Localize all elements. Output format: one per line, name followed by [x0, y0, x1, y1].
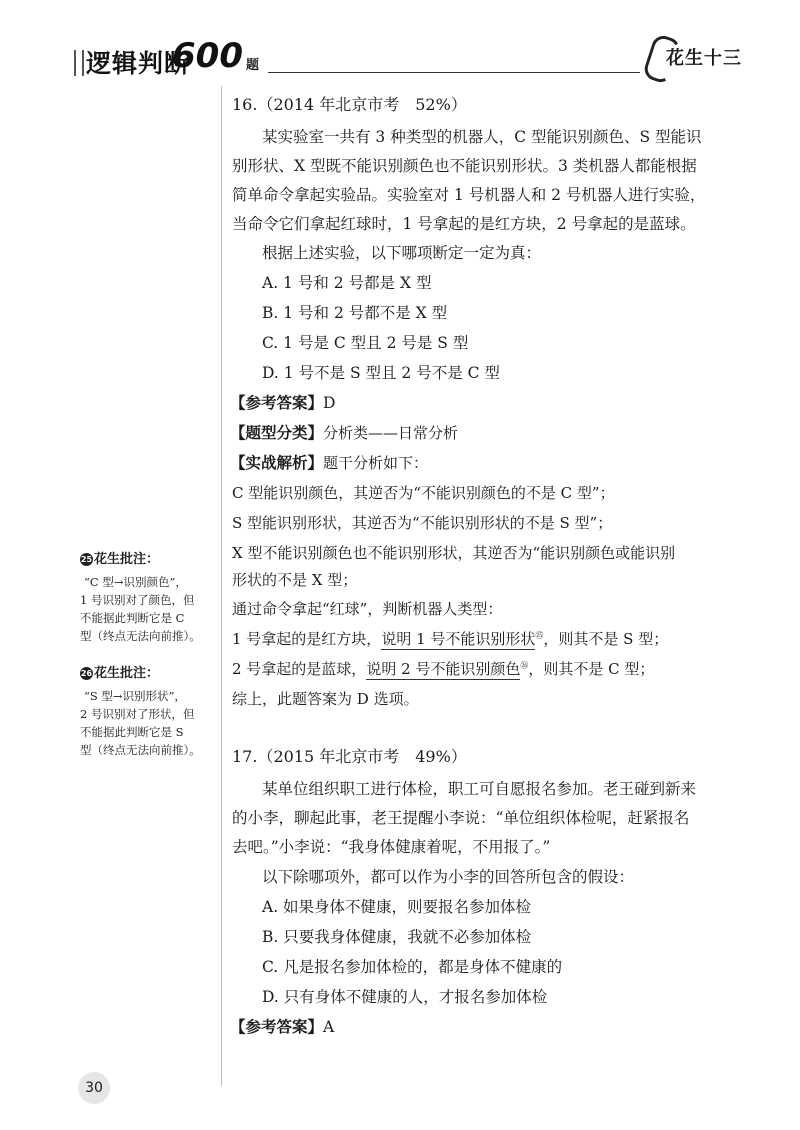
q16-line1-underlined: 说明 1 号不能识别形状 — [381, 630, 536, 648]
q16-question: 根据上述实验，以下哪项断定一定为真： — [262, 244, 542, 262]
q16-analysis-line-2 — [232, 658, 654, 680]
q17-answer: A — [323, 1018, 335, 1036]
margin-note-title — [80, 665, 159, 683]
footnote-marker: ㉕ — [535, 631, 544, 640]
q17-option-d: D. 只有身体不健康的人，才报名参加体检 — [262, 988, 548, 1006]
q17-stem-line: 某单位组织职工进行体检，职工可自愿报名参加。老王碰到新来 — [262, 780, 697, 798]
q16-analysis-row — [230, 452, 428, 474]
q16-option-d: D. 1 号不是 S 型且 2 号不是 C 型 — [262, 364, 500, 382]
answer-tag: 【参考答案】 — [230, 1018, 324, 1036]
q16-line1-end: ，则其不是 S 型； — [543, 630, 669, 648]
q16-stem-line: 当命令它们拿起红球时，1 号拿起的是红方块，2 号拿起的是蓝球。 — [232, 215, 696, 233]
type-tag: 【题型分类】 — [230, 424, 324, 442]
q17-option-c: C. 凡是报名参加体检的，都是身体不健康的 — [262, 958, 563, 976]
answer-tag: 【参考答案】 — [230, 394, 324, 412]
q16-line2-end: ，则其不是 C 型； — [528, 660, 655, 678]
header-bars-decoration — [74, 50, 84, 76]
q17-answer-row — [230, 1016, 334, 1038]
footnote-marker: ㉖ — [520, 661, 529, 670]
q16-analysis-line: S 型能识别形状，其逆否为“不能识别形状的不是 S 型”； — [232, 514, 613, 532]
q16-analysis-line: C 型能识别颜色，其逆否为“不能识别颜色的不是 C 型”； — [232, 484, 615, 502]
margin-note-line: “S 型→识别形状”， — [84, 689, 186, 703]
q16-option-b: B. 1 号和 2 号都不是 X 型 — [262, 304, 448, 322]
q16-analysis-line: X 型不能识别颜色也不能识别形状，其逆否为“能识别颜色或能识别 — [232, 544, 676, 562]
q16-conclusion: 综上，此题答案为 D 选项。 — [232, 690, 419, 708]
book-title: 逻辑判断 — [86, 49, 191, 78]
q17-option-a: A. 如果身体不健康，则要报名参加体检 — [262, 898, 532, 916]
q17-question: 以下除哪项外，都可以作为小李的回答所包含的假设： — [262, 868, 635, 886]
q17-heading: 17.（2015 年北京市考 49%） — [232, 747, 467, 766]
q16-stem-line: 某实验室一共有 3 种类型的机器人，C 型能识别颜色、S 型能识 — [262, 128, 702, 146]
q17-option-b: B. 只要我身体健康，我就不必参加体检 — [262, 928, 532, 946]
margin-note-line: 型（终点无法向前推）。 — [80, 743, 201, 757]
margin-note-line: 2 号识别对了形状，但 — [80, 707, 195, 721]
q16-line1-start: 1 号拿起的是红方块， — [232, 630, 382, 648]
q16-answer-row — [230, 392, 335, 414]
q16-type-row — [230, 422, 458, 444]
note-number-badge: 26 — [80, 669, 93, 678]
margin-note-line: 型（终点无法向前推）。 — [80, 629, 201, 643]
q16-option-c: C. 1 号是 C 型且 2 号是 S 型 — [262, 334, 469, 352]
margin-note-line: 不能据此判断它是 S — [80, 725, 184, 739]
note-title-text: 花生批注： — [94, 552, 160, 567]
q16-analysis-line: 形状的不是 X 型； — [232, 571, 358, 589]
q16-analysis-intro: 题干分析如下： — [323, 454, 429, 472]
note-number-badge: 25 — [80, 555, 93, 564]
margin-note-line: 不能据此判断它是 C — [80, 611, 185, 625]
q16-line2-start: 2 号拿起的是蓝球， — [232, 660, 367, 678]
margin-note-line: “C 型→识别颜色”， — [84, 575, 187, 589]
q16-answer: D — [323, 394, 336, 412]
q17-stem-line: 的小李，聊起此事，老王提醒小李说：“单位组织体检呢，赶紧报名 — [232, 809, 690, 827]
margin-divider — [221, 86, 222, 1086]
q16-analysis-line-1 — [232, 628, 668, 650]
note-title-text: 花生批注： — [94, 666, 160, 681]
q16-type: 分析类——日常分析 — [323, 424, 459, 442]
margin-note-title — [80, 551, 159, 569]
q16-option-a: A. 1 号和 2 号都是 X 型 — [262, 274, 432, 292]
brand-logo — [644, 34, 762, 80]
q16-heading: 16.（2014 年北京市考 52%） — [232, 95, 467, 114]
q17-stem-line: 去吧。”小李说：“我身体健康着呢，不用报了。” — [232, 838, 551, 856]
analysis-tag: 【实战解析】 — [230, 454, 324, 472]
brand-name: 花生十三 — [666, 48, 742, 69]
page-number: 30 — [78, 1072, 110, 1104]
book-title-number: 600 — [172, 36, 243, 76]
header-rule — [268, 72, 640, 73]
q16-analysis-line: 通过命令拿起“红球”，判断机器人类型： — [232, 600, 503, 618]
book-title-suffix: 题 — [246, 58, 260, 73]
q16-line2-underlined: 说明 2 号不能识别颜色 — [366, 660, 521, 678]
q16-stem-line: 简单命令拿起实验品。实验室对 1 号机器人和 2 号机器人进行实验， — [232, 186, 706, 204]
margin-note-line: 1 号识别对了颜色，但 — [80, 593, 195, 607]
page-header — [0, 0, 800, 86]
q16-stem-line: 别形状、X 型既不能识别颜色也不能识别形状。3 类机器人都能根据 — [232, 157, 697, 175]
